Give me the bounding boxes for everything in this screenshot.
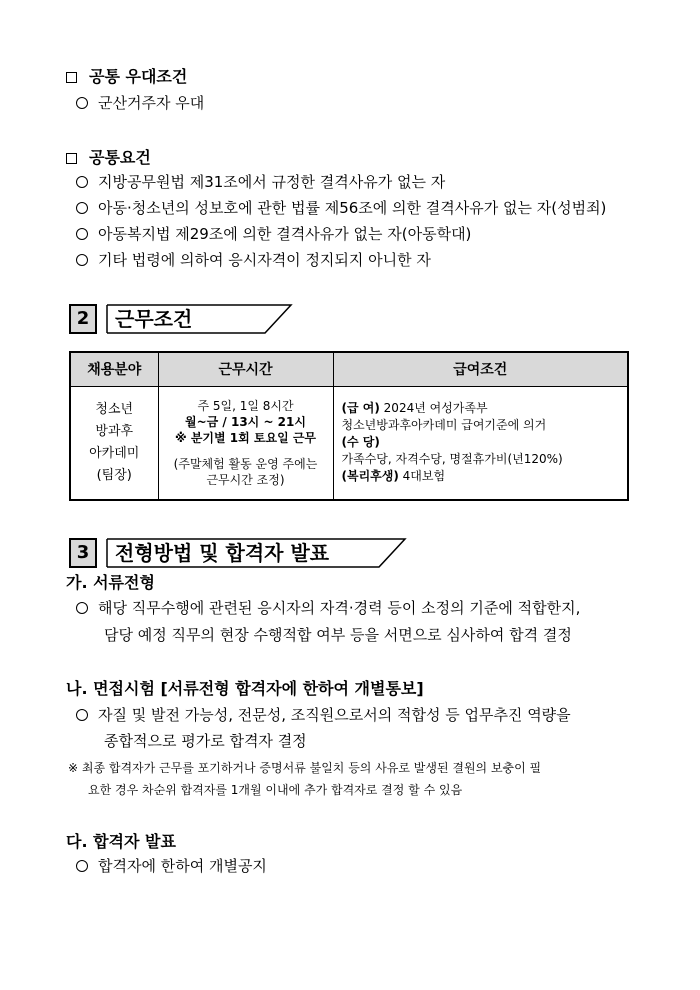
table-header: 채용분야 xyxy=(70,352,158,386)
list-item: 지방공무원법 제31조에서 규정한 결격사유가 없는 자 xyxy=(76,171,445,192)
list-item-continuation: 종합적으로 평가로 합격자 결정 xyxy=(104,732,307,750)
hours-cell: 주 5일, 1일 8시간 월~금 / 13시 ~ 21시 ※ 분기별 1회 토요일 근무 (주말체험 활동 운영 주에는 근무시간 조정) xyxy=(158,386,333,500)
circle-bullet-icon xyxy=(76,860,88,872)
field-cell: 청소년 방과후 아카데미 (팀장) xyxy=(70,386,158,500)
work-conditions-table xyxy=(69,351,629,501)
circle-bullet-icon xyxy=(76,254,88,266)
table-header: 근무시간 xyxy=(158,352,333,386)
section-2-header xyxy=(69,304,294,334)
section-title: 근무조건 xyxy=(115,307,193,331)
list-item: 아동·청소년의 성보호에 관한 법률 제56조에 의한 결격사유가 없는 자(성범죄) xyxy=(76,197,606,218)
interview-heading: 나. 면접시험 [서류전형 합격자에 한하여 개별통보] xyxy=(66,679,424,698)
square-bullet-icon xyxy=(66,153,77,164)
list-item: 기타 법령에 의하여 응시자격이 정지되지 아니한 자 xyxy=(76,249,431,270)
circle-bullet-icon xyxy=(76,176,88,188)
section-number: 2 xyxy=(69,304,97,334)
documents-heading: 가. 서류전형 xyxy=(66,573,155,592)
square-bullet-icon xyxy=(66,72,77,83)
list-item-continuation: 담당 예정 직무의 현장 수행적합 여부 등을 서면으로 심사하여 합격 결정 xyxy=(104,626,572,644)
section-title: 전형방법 및 합격자 발표 xyxy=(115,541,330,565)
note-text: ※ 최종 합격자가 근무를 포기하거나 증명서류 불일치 등의 사유로 발생된 결원의 보충이 필 xyxy=(68,761,542,775)
list-item: 자질 및 발전 가능성, 전문성, 조직원으로서의 적합성 등 업무추진 역량을 xyxy=(76,704,571,725)
pay-cell: (급 여) 2024년 여성가족부 청소년방과후아카데미 급여기준에 의거 (수 당) 가족수당, 자격수당, 명절휴가비(년120%) (복리후생) 4대보험 xyxy=(333,386,628,500)
section-3-header xyxy=(69,538,409,568)
table-row xyxy=(70,386,628,500)
circle-bullet-icon xyxy=(76,202,88,214)
list-item: 아동복지법 제29조에 의한 결격사유가 없는 자(아동학대) xyxy=(76,223,471,244)
table-header-row xyxy=(70,352,628,386)
note-text: 요한 경우 차순위 합격자를 1개월 이내에 추가 합격자로 결정 할 수 있음 xyxy=(88,783,463,797)
list-item: 합격자에 한하여 개별공지 xyxy=(76,855,267,876)
circle-bullet-icon xyxy=(76,228,88,240)
table-header: 급여조건 xyxy=(333,352,628,386)
list-item: 군산거주자 우대 xyxy=(76,92,204,113)
circle-bullet-icon xyxy=(76,602,88,614)
common-preference-heading: 공통 우대조건 xyxy=(66,64,187,87)
common-requirements-heading: 공통요건 xyxy=(66,145,151,168)
circle-bullet-icon xyxy=(76,97,88,109)
list-item: 해당 직무수행에 관련된 응시자의 자격·경력 등이 소정의 기준에 적합한지, xyxy=(76,597,580,618)
section-number: 3 xyxy=(69,538,97,568)
announcement-heading: 다. 합격자 발표 xyxy=(66,832,176,851)
circle-bullet-icon xyxy=(76,709,88,721)
